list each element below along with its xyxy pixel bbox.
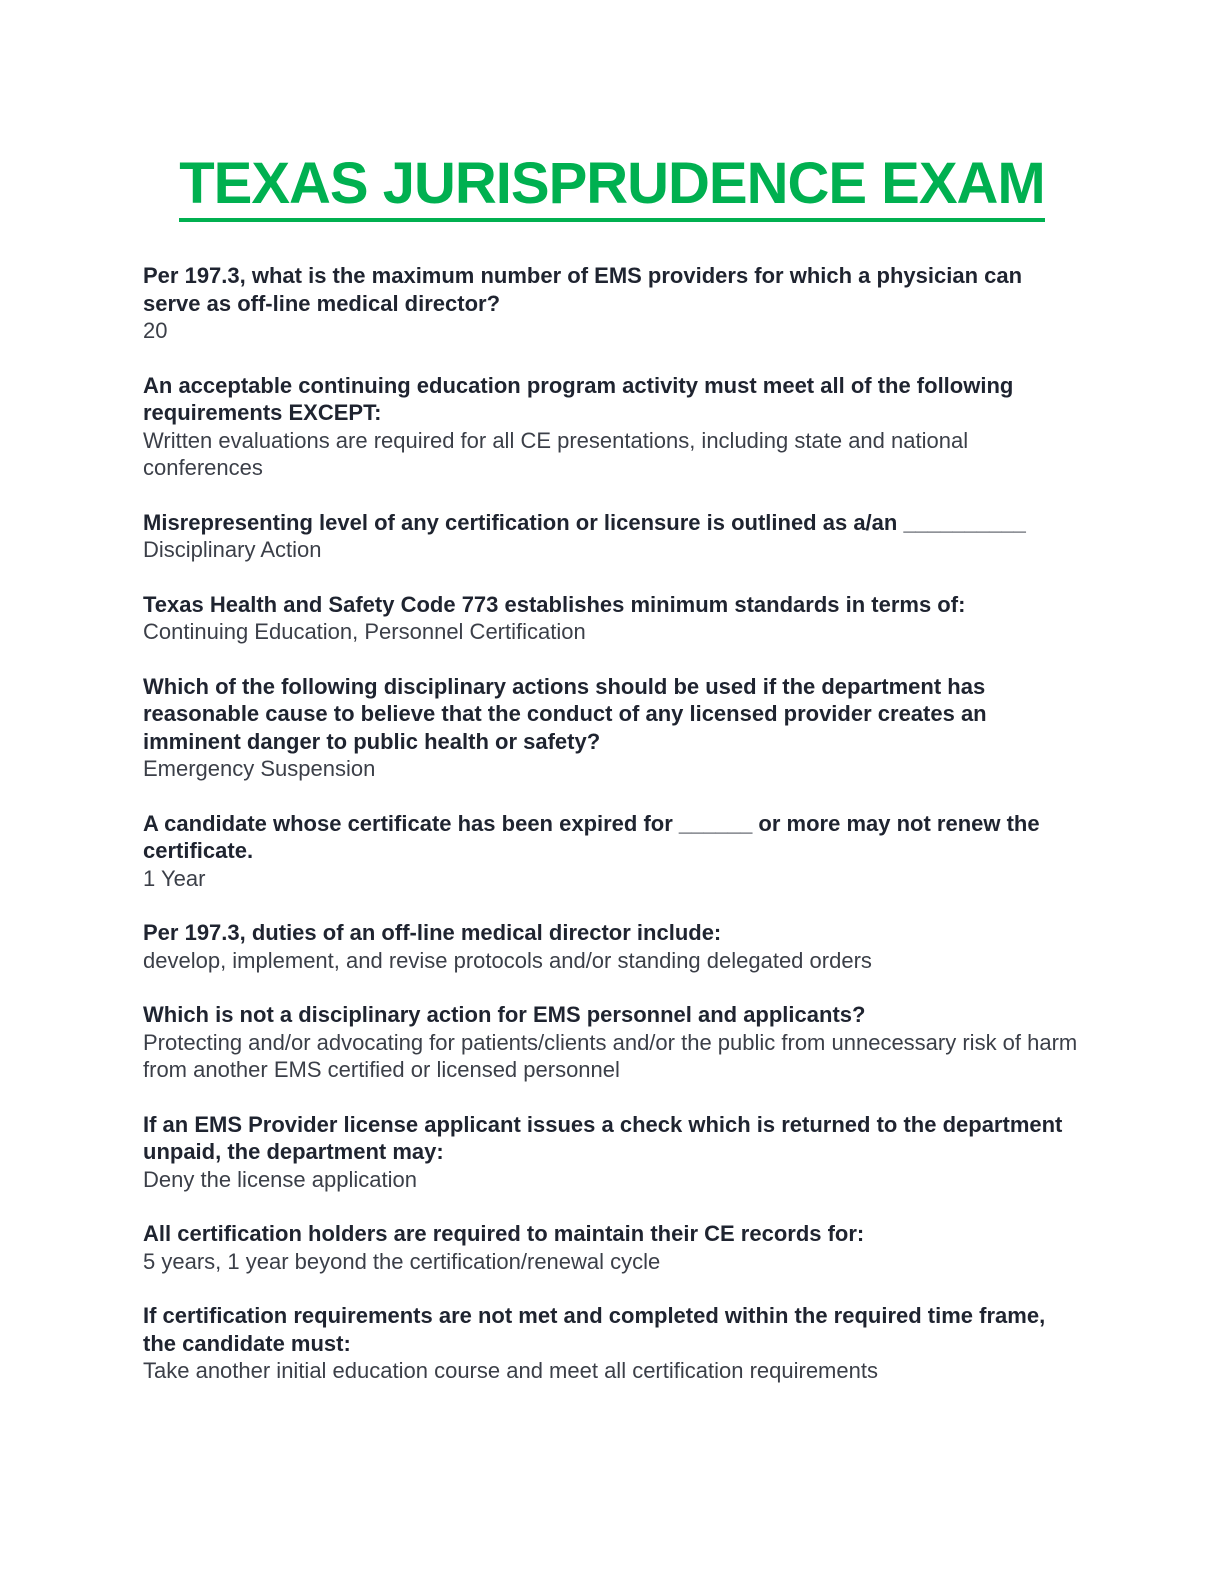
- qa-item: [143, 509, 1083, 564]
- question-text: Misrepresenting level of any certification or licensure is outlined as a/an __________: [143, 509, 1026, 535]
- answer-text: 1 Year: [143, 865, 206, 891]
- question-text: Per 197.3, duties of an off-line medical director include:: [143, 920, 722, 945]
- qa-item: [143, 673, 1083, 783]
- qa-item: [143, 1001, 1083, 1084]
- page-title: TEXAS JURISPRUDENCE EXAM: [179, 152, 1044, 222]
- question-text: Which is not a disciplinary action for EMS personnel and applicants?: [143, 1002, 866, 1027]
- answer-text: Emergency Suspension: [143, 756, 376, 781]
- answer-text: Protecting and/or advocating for patients/clients and/or the public from unnecessary risk of harm from another EMS certified or licensed personnel: [143, 1029, 1078, 1082]
- qa-list: [143, 262, 1083, 1412]
- qa-item: [143, 262, 1083, 345]
- question-text: If an EMS Provider license applicant issues a check which is returned to the department unpaid, the department may:: [143, 1111, 1063, 1164]
- question-text: An acceptable continuing education program activity must meet all of the following requirements EXCEPT:: [143, 372, 1014, 425]
- qa-item: [143, 1220, 1083, 1275]
- question-text: All certification holders are required to maintain their CE records for:: [143, 1221, 865, 1246]
- question-text: Per 197.3, what is the maximum number of EMS providers for which a physician can serve as off-line medical director?: [143, 263, 1023, 316]
- question-text: Which of the following disciplinary actions should be used if the department has reasonable cause to believe that the conduct of any licensed provider creates an imminent danger to public health or safety?: [143, 673, 987, 754]
- answer-text: 5 years, 1 year beyond the certification/renewal cycle: [143, 1248, 661, 1274]
- answer-text: Disciplinary Action: [143, 537, 322, 562]
- question-text: Texas Health and Safety Code 773 establishes minimum standards in terms of:: [143, 591, 966, 617]
- qa-item: [143, 919, 1083, 974]
- title-container: [0, 152, 1224, 222]
- answer-text: develop, implement, and revise protocols and/or standing delegated orders: [143, 947, 872, 973]
- answer-text: Written evaluations are required for all CE presentations, including state and national conferences: [143, 427, 969, 480]
- answer-text: Deny the license application: [143, 1166, 417, 1192]
- qa-item: [143, 372, 1083, 482]
- question-text: If certification requirements are not met and completed within the required time frame, the candidate must:: [143, 1303, 1046, 1356]
- qa-item: [143, 591, 1083, 646]
- answer-text: Continuing Education, Personnel Certification: [143, 619, 586, 644]
- qa-item: [143, 810, 1083, 893]
- answer-text: Take another initial education course and meet all certification requirements: [143, 1358, 878, 1383]
- qa-item: [143, 1111, 1083, 1194]
- qa-item: [143, 1302, 1083, 1385]
- question-text: A candidate whose certificate has been expired for ______ or more may not renew the certificate.: [143, 810, 1040, 863]
- answer-text: 20: [143, 318, 168, 343]
